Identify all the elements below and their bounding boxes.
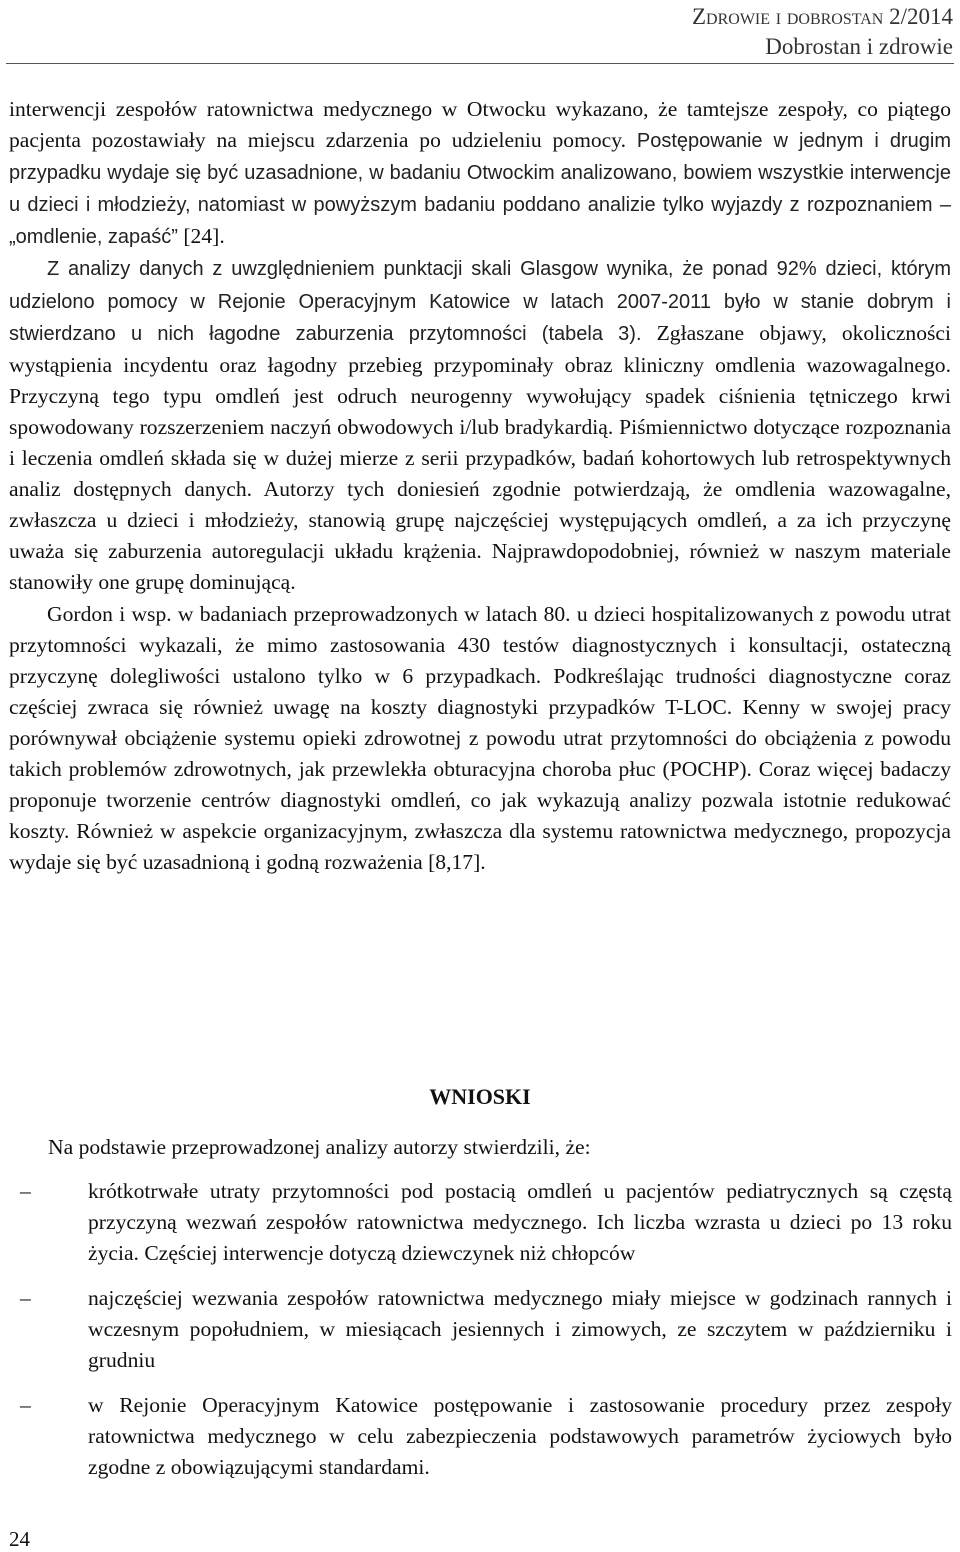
conclusions-intro: Na podstawie przeprowadzonej analizy autorzy stwierdzili, że:: [48, 1135, 591, 1159]
paragraph-1: [9, 94, 951, 253]
dash-bullet: –: [20, 1393, 31, 1417]
conclusions-heading: WNIOSKI: [429, 1084, 531, 1109]
list-item: [20, 1283, 952, 1376]
list-item: [20, 1176, 952, 1269]
paragraph-1-citation: [24].: [177, 224, 225, 249]
header-divider: [6, 63, 954, 64]
list-item-text: w Rejonie Operacyjnym Katowice postępowanie i zastosowanie procedury przez zespoły ratownictwa medycznego w celu zabezpieczenia podstawowych parametrów życiowych było zgodne z obowiązującymi standardami.: [88, 1393, 952, 1479]
paragraph-3: Gordon i wsp. w badaniach przeprowadzonych w latach 80. u dzieci hospitalizowanych z powodu utrat przytomności wykazali, że mimo zastosowania 430 testów diagnostycznych i konsultacji, ostateczną przyczynę dolegliwości ustalono tylko w 6 przypadkach. Podkreślając trudności diagnostyczne coraz częściej zwraca się również uwagę na koszty diagnostyki przypadków T-LOC. Kenny w swojej pracy porównywał obciążenie systemu opieki zdrowotnej z powodu utrat przytomności do obciążenia z powodu takich problemów zdrowotnych, jak przewlekła obturacyjna choroba płuc (POCHP). Coraz więcej badaczy proponuje tworzenie centrów diagnostyki omdleń, co jak wykazują analizy pozwala istotnie redukować koszty. Również w aspekcie organizacyjnym, zwłaszcza dla systemu ratownictwa medycznego, propozycja wydaje się być uzasadnioną i godną rozważenia [8,17].: [9, 601, 951, 875]
article-body: [9, 94, 951, 878]
page-number: 24: [9, 1527, 30, 1551]
running-header: [692, 2, 953, 62]
section-subtitle: Dobrostan i zdrowie: [765, 34, 953, 59]
paragraph-1-part-a: interwencji zespołów ratownictwa medycznego w Otwocku wykazano, że tamtejsze zespoły, co piątego pacjenta pozostawiały na miejscu zdarzenia po udzieleniu pomocy.: [9, 97, 951, 153]
list-item-text: najczęściej wezwania zespołów ratownictwa medycznego miały miejsce w godzinach rannych i wczesnym popołudniem, w miesiącach jesiennych i zimowych, ze szczytem w październiku i grudniu: [88, 1286, 952, 1372]
dash-bullet: –: [20, 1286, 31, 1310]
list-item: [20, 1390, 952, 1483]
journal-title: Zdrowie i dobrostan 2/2014: [691, 4, 953, 29]
conclusions-list: [20, 1176, 952, 1483]
dash-bullet: –: [20, 1179, 31, 1203]
paragraph-2-part-b: Zgłaszane objawy, okoliczności wystąpienia incydentu oraz łagodny przebieg przypominały obraz kliniczny omdlenia wazowagalnego. Przyczyną tego typu omdleń jest odruch neurogenny wywołujący spadek ciśnienia tętniczego krwi spowodowany rozszerzeniem naczyń obwodowych i/lub bradykardią. Piśmiennictwo dotyczące rozpoznania i leczenia omdleń składa się w dużej mierze z serii przypadków, badań kohortowych lub retrospektywnych analiz dostępnych danych. Autorzy tych doniesień zgodnie potwierdzają, że omdlenia wazowagalne, zwłaszcza u dzieci i młodzieży, stanowią grupę najczęściej występujących omdleń, a za ich przyczynę uważa się zaburzenia autoregulacji układu krążenia. Najprawdopodobniej, również w naszym materiale stanowiły one grupę dominującą.: [9, 320, 951, 595]
list-item-text: krótkotrwałe utraty przytomności pod postacią omdleń u pacjentów pediatrycznych są częstą przyczyną wezwań zespołów ratownictwa medycznego. Ich liczba wzrasta u dzieci po 13 roku życia. Częściej interwencje dotyczą dziewczynek niż chłopców: [88, 1179, 952, 1265]
paragraph-2-part-a: Z analizy danych z uwzględnieniem punktacji skali Glasgow wynika, że ponad 92% dzieci, którym udzielono pomocy w Rejonie Operacyjnym Katowice w latach 2007-2011 było w stanie dobrym i stwierdzano u nich łagodne zaburzenia przytomności (tabela 3).: [9, 258, 951, 345]
paragraph-2: [9, 253, 951, 598]
paragraph-1-part-b: Postępowanie w jednym i drugim przypadku wydaje się być uzasadnione, w badaniu Otwockim analizowano, bowiem wszystkie interwencje u dzieci i młodzieży, natomiast w powyższym badaniu poddano analizie tylko wyjazdy z rozpoznaniem – „omdlenie, zapaść”: [9, 130, 951, 249]
